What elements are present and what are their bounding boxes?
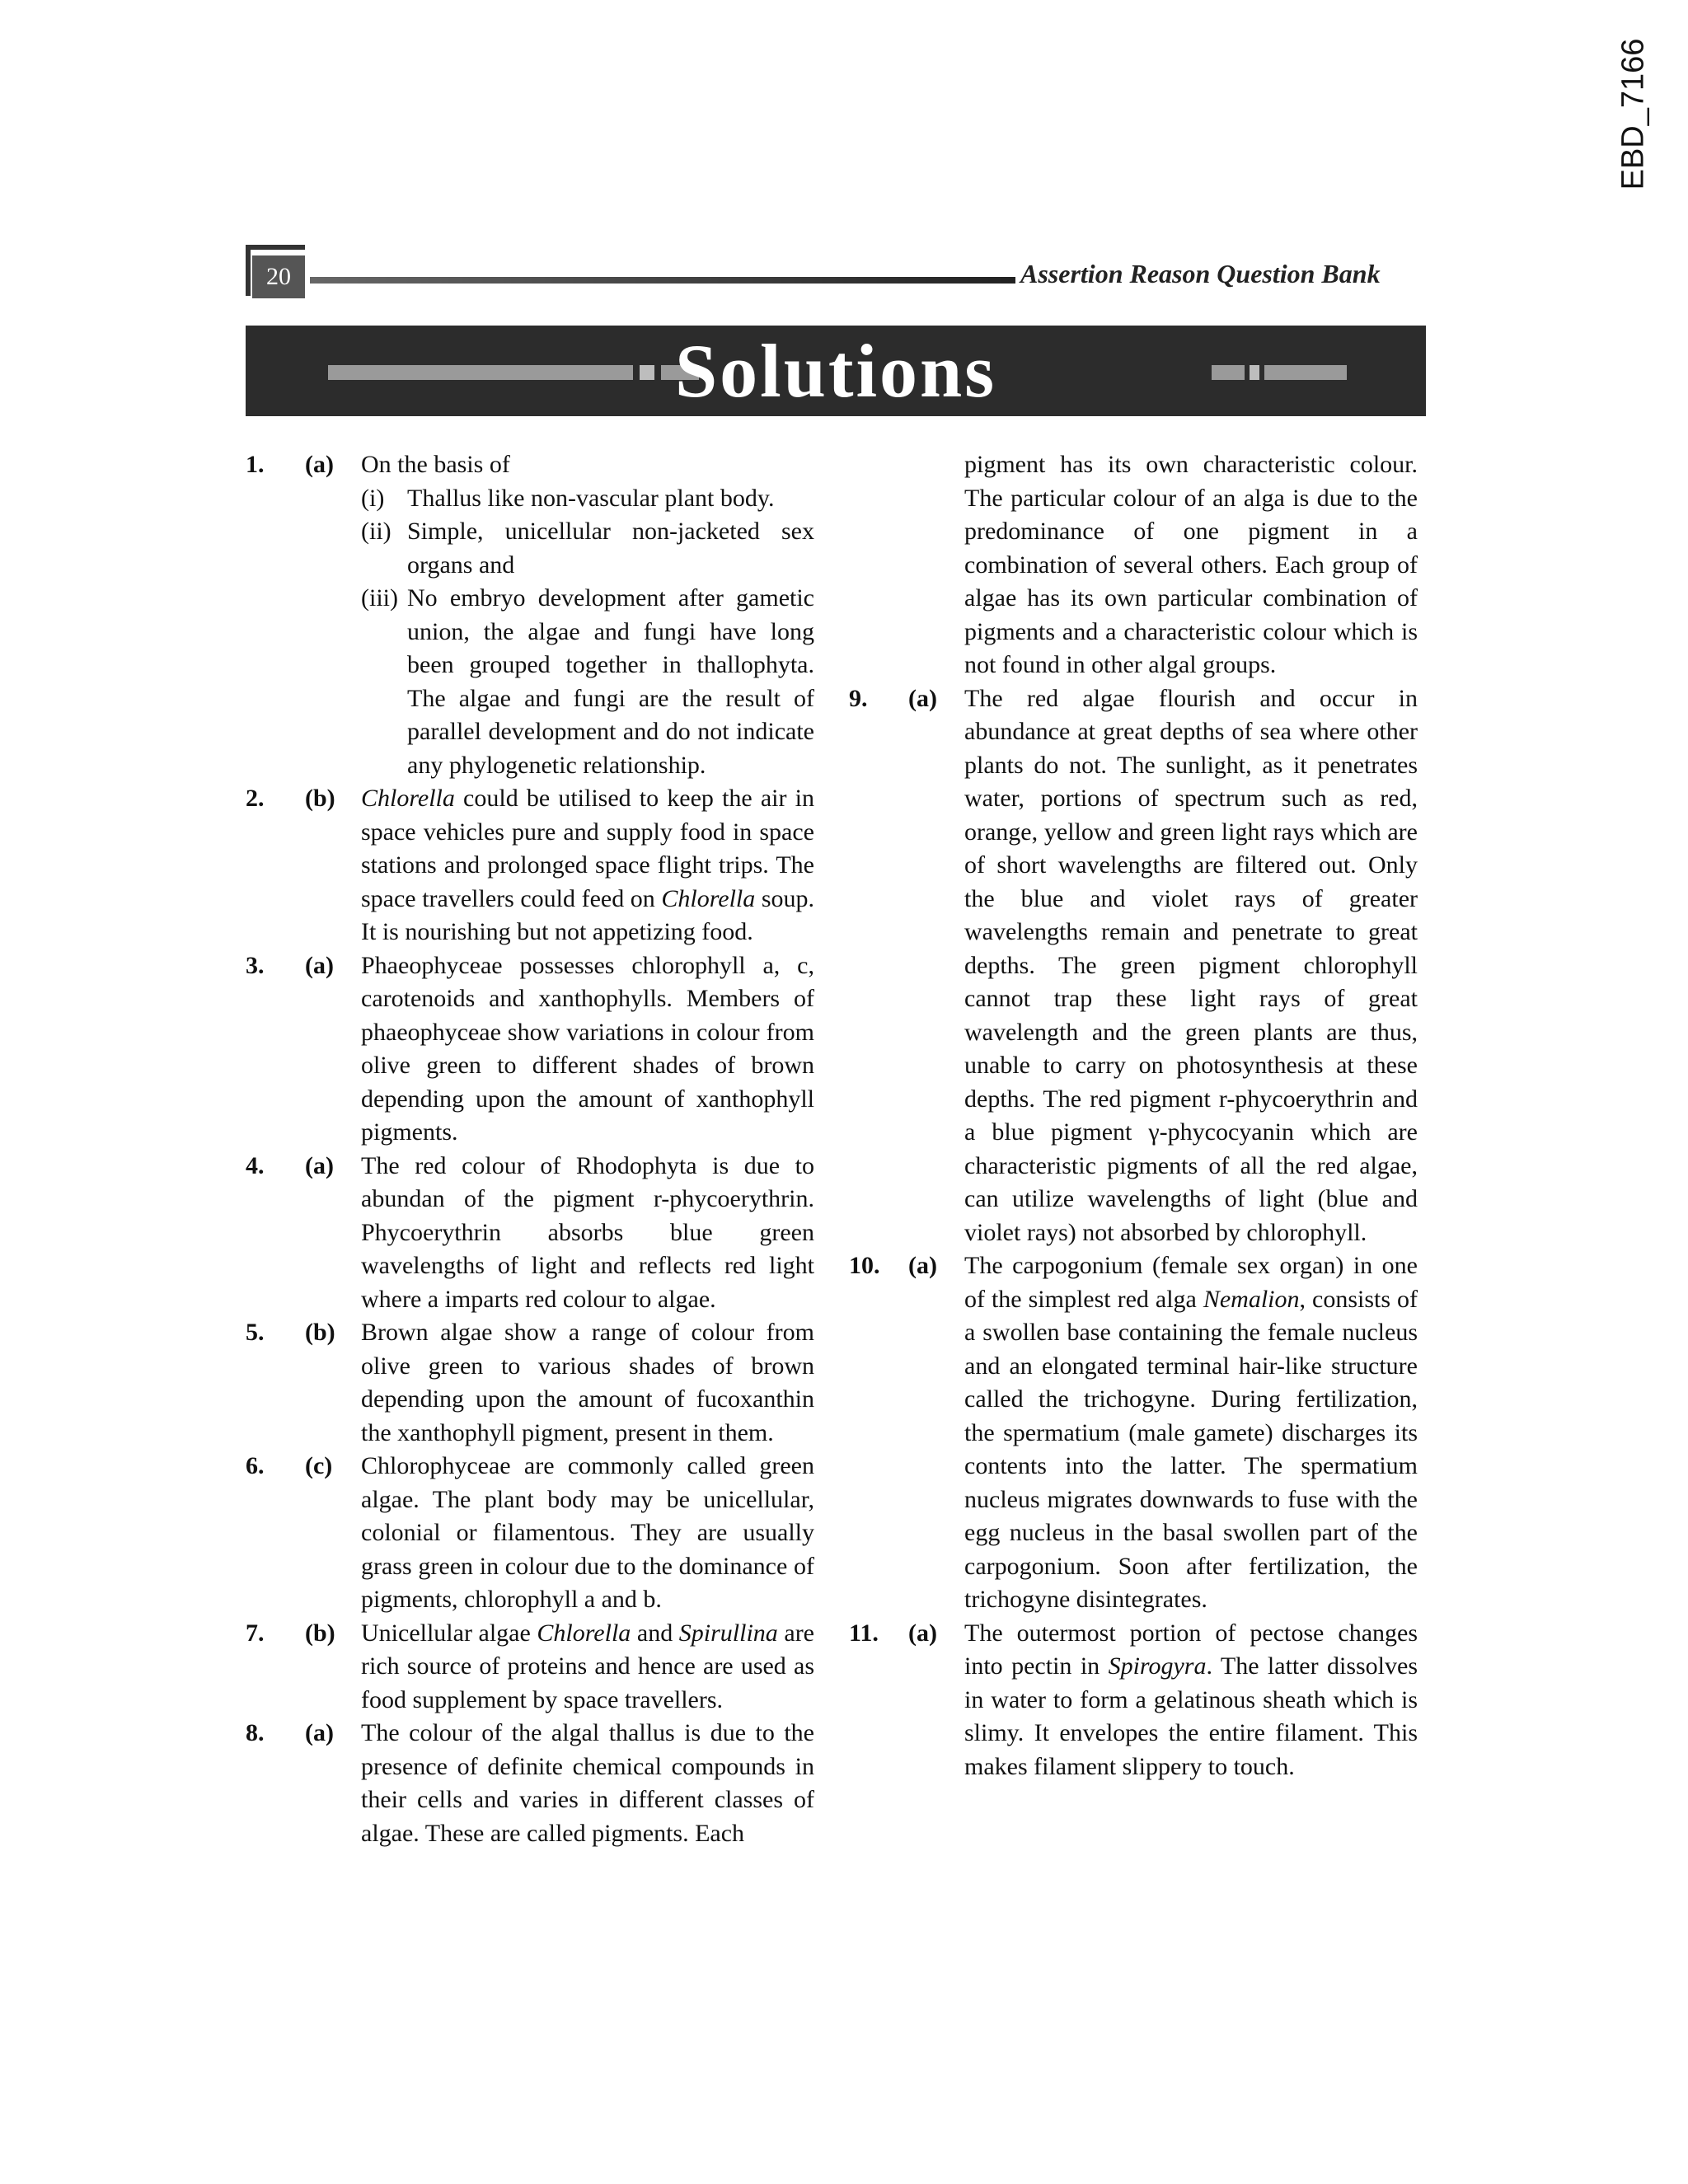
running-title: Assertion Reason Question Bank — [1020, 259, 1381, 288]
item-body — [964, 1617, 1418, 1784]
item-option: (a) — [908, 1252, 937, 1279]
item-text: could be utilised to keep the air in space vehicles pure and supply food in space stations and prolonged space flight trips. The space travellers could feed on — [361, 785, 814, 912]
item-option: (a) — [305, 1151, 334, 1179]
species-name: Nemalion — [1203, 1285, 1300, 1313]
solution-item — [246, 448, 814, 782]
solution-item — [246, 1717, 814, 1850]
item-text: Phaeophyceae possesses chlorophyll a, c, carotenoids and xanthophylls. Members of phaeophyceae show variations in colour from olive green to different shades of brown depending upon the amount of xanthophyll pigments. — [361, 951, 814, 1146]
item-number: 2. — [246, 785, 265, 812]
solution-item — [246, 1150, 814, 1317]
solution-item — [246, 949, 814, 1150]
item-text: soup. It is nourishing but not appetizing food. — [361, 884, 814, 945]
continued-text: pigment has its own characteristic colour. The particular colour of an alga is due to the predominance of one pigment in a combination of several others. Each group of algae has its own particular combination of pigments and a characteristic colour which is not found in other algal groups. — [964, 451, 1418, 678]
item-number: 9. — [849, 684, 868, 712]
item-option: (c) — [305, 1452, 333, 1479]
item-option: (b) — [305, 785, 335, 812]
item-number: 7. — [246, 1619, 265, 1647]
sub-point-marker: (ii) — [361, 518, 392, 545]
sub-point-text: Thallus like non-vascular plant body. — [407, 484, 775, 512]
species-name: Chlorella — [537, 1619, 631, 1647]
banner-title: Solutions — [674, 329, 997, 413]
solution-item — [849, 1617, 1418, 1784]
header-rule — [310, 277, 1015, 284]
item-text: . The latter dissolves in water to form a gelatinous sheath which is slimy. It envelopes the entire filament. This makes filament slippery to touch. — [964, 1652, 1418, 1780]
item-text: The red algae flourish and occur in abundance at great depths of sea where other plants do not. The sunlight, as it penetrates water, portions of spectrum such as red, orange, yellow and green light rays which are of short wavelengths are filtered out. Only the blue and violet rays of greater wavelengths remain and penetrate to great depths. The green pigment chlorophyll cannot trap these light rays of great wavelength and the green plants are thus, unable to carry on photosynthesis at these depths. The red pigment r-phycoerythrin and a blue pigment γ-phycocyanin which are characteristic pigments of all the red algae, can utilize wavelengths of light (blue and violet rays) not absorbed by chlorophyll. — [964, 684, 1418, 1246]
item-body — [964, 1249, 1418, 1617]
item-text: Unicellular algae — [361, 1619, 537, 1647]
item-body — [361, 1617, 814, 1718]
item-option: (a) — [908, 1619, 937, 1647]
solution-item — [246, 1316, 814, 1450]
sub-point-text: No embryo development after gametic union, the algae and fungi have long been grouped together in thallophyta. The algae and fungi are the result of parallel development and do not indicate any phylogenetic relationship. — [407, 584, 814, 779]
species-name: Spirogyra — [1108, 1652, 1207, 1680]
sub-point — [361, 515, 814, 582]
left-column — [246, 448, 814, 1850]
item-number: 6. — [246, 1452, 265, 1479]
item-text: Brown algae show a range of colour from olive green to various shades of brown depending upon the amount of fucoxanthin the xanthophyll pigment, present in them. — [361, 1319, 814, 1446]
sub-point-marker: (i) — [361, 484, 385, 512]
item-text: The outermost portion of pectose changes into pectin in — [964, 1619, 1418, 1680]
item-option: (b) — [305, 1619, 335, 1647]
item-text: and — [631, 1619, 679, 1647]
sub-point — [361, 482, 814, 516]
solution-item — [246, 782, 814, 949]
item-text: are rich source of proteins and hence are used as food supplement by space travellers. — [361, 1619, 814, 1713]
solution-item — [246, 1450, 814, 1617]
item-number: 10. — [849, 1252, 880, 1279]
solutions-banner — [246, 326, 1426, 416]
item-number: 3. — [246, 951, 265, 979]
page-number: 20 — [252, 255, 305, 298]
item-text: On the basis of — [361, 451, 510, 478]
side-code — [1609, 40, 1658, 188]
solution-item — [246, 1617, 814, 1718]
item-number: 8. — [246, 1719, 265, 1746]
sub-point — [361, 582, 814, 782]
side-code-text: EBD_7166 — [1615, 38, 1651, 190]
item-text: The colour of the algal thallus is due to the presence of definite chemical compounds in their cells and varies in different classes of algae. These are called pigments. Each — [361, 1719, 814, 1847]
sub-point-marker: (iii) — [361, 584, 398, 612]
item-body — [361, 782, 814, 949]
item-option: (a) — [305, 451, 334, 478]
item-text: , consists of a swollen base containing the female nucleus and an elongated terminal hair-like structure called the trichogyne. During fertilization, the spermatium (male gamete) discharges its contents into the latter. The spermatium nucleus migrates downwards to fuse with the egg nucleus in the basal swollen part of the carpogonium. Soon after fertilization, the trichogyne disintegrates. — [964, 1285, 1418, 1613]
item-option: (a) — [305, 951, 334, 979]
sub-point-text: Simple, unicellular non-jacketed sex organs and — [407, 518, 814, 579]
item-text: The carpogonium (female sex organ) in one of the simplest red alga — [964, 1252, 1418, 1313]
right-column — [849, 448, 1418, 1783]
item-number: 5. — [246, 1319, 265, 1346]
solution-item — [849, 1249, 1418, 1617]
item-number: 4. — [246, 1151, 265, 1179]
item-text: Chlorophyceae are commonly called green algae. The plant body may be unicellular, colonial or filamentous. They are usually grass green in colour due to the dominance of pigments, chlorophyll a and b. — [361, 1452, 814, 1613]
item-number: 1. — [246, 451, 265, 478]
species-name: Chlorella — [361, 785, 455, 812]
item-number: 11. — [849, 1619, 879, 1647]
item-body — [361, 448, 814, 782]
item-text: The red colour of Rhodophyta is due to abundan of the pigment r-phycoerythrin. Phycoerythrin absorbs blue green wavelengths of light and reflects red light where a imparts red colour to algae. — [361, 1151, 814, 1313]
species-name: Spirullina — [678, 1619, 778, 1647]
item-option: (b) — [305, 1319, 335, 1346]
item-option: (a) — [908, 684, 937, 712]
item-option: (a) — [305, 1719, 334, 1746]
solution-item — [849, 682, 1418, 1250]
species-name: Chlorella — [661, 884, 756, 912]
